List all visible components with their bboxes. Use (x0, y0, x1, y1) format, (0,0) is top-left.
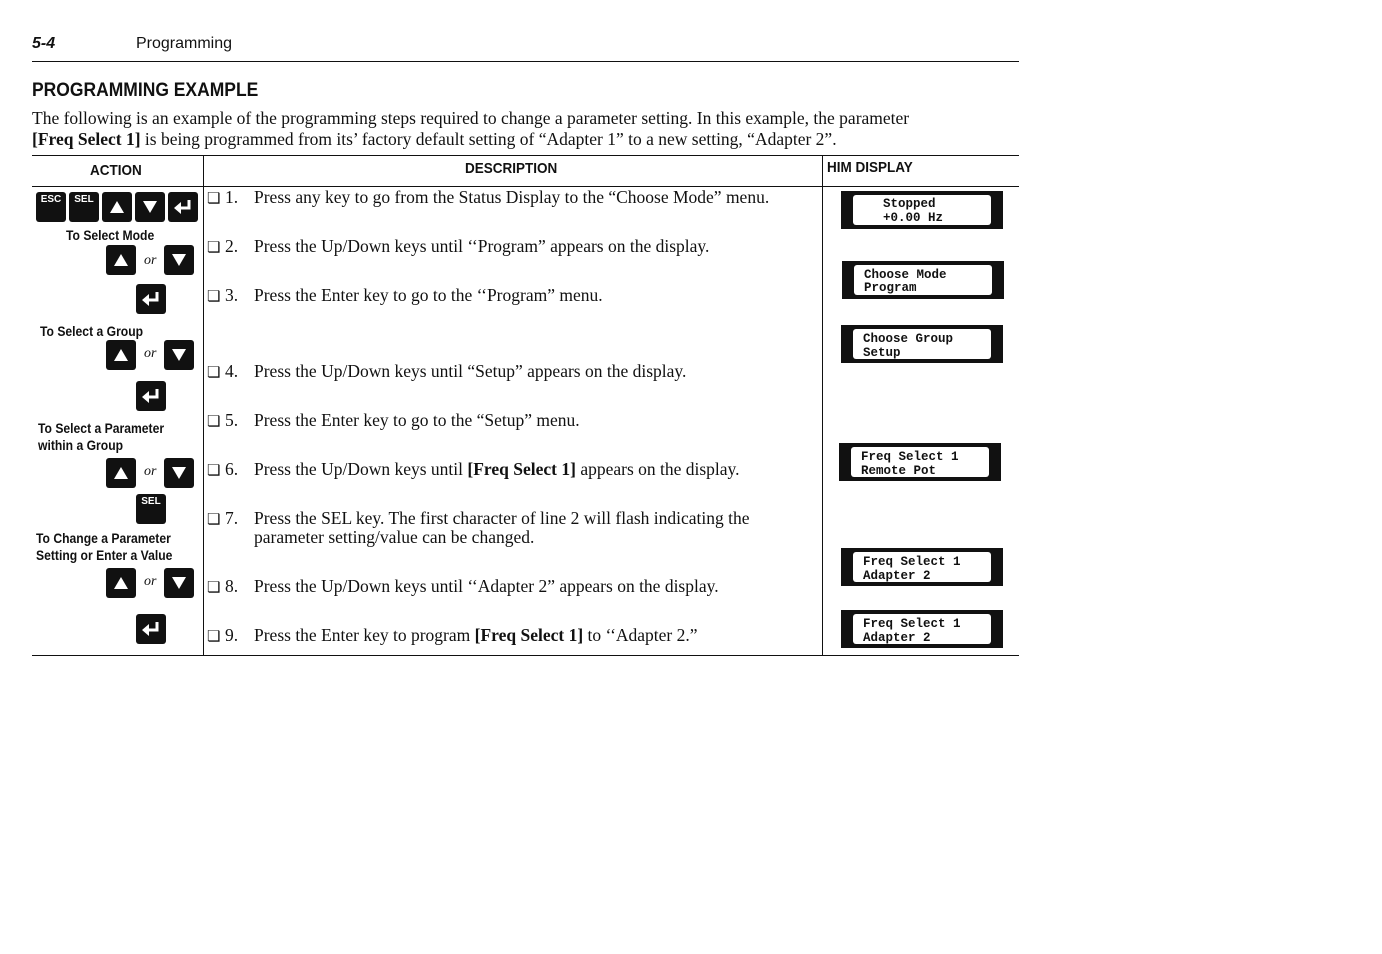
enter-key-icon (136, 284, 166, 314)
enter-key-icon (136, 614, 166, 644)
action-label-change-parameter: To Change a Parameter Setting or Enter a Value (36, 531, 173, 563)
sel-key: SEL (69, 192, 99, 222)
action-label-select-mode: To Select Mode (66, 228, 155, 243)
down-arrow-key-icon (135, 192, 165, 222)
him-display: Freq Select 1 Adapter 2 (841, 610, 1003, 648)
step-3: ❏ 3. Press the Enter key to go to the ‘‘Program” menu. (207, 285, 603, 305)
or-text: or (144, 346, 157, 361)
checkbox-icon: ❏ (207, 240, 221, 256)
him-display: Freq Select 1 Remote Pot (839, 443, 1001, 481)
section-title: Programming (136, 35, 233, 52)
down-arrow-key-icon (164, 568, 194, 598)
him-display: Freq Select 1 Adapter 2 (841, 548, 1003, 586)
table-top-rule (32, 155, 1019, 156)
or-text: or (144, 464, 157, 479)
step-2: ❏ 2. Press the Up/Down keys until ‘‘Program” appears on the display. (207, 236, 710, 256)
header-rule (32, 61, 1019, 62)
sel-key: SEL (136, 494, 166, 524)
up-arrow-key-icon (106, 458, 136, 488)
step-6: ❏ 6. Press the Up/Down keys until [Freq Select 1] appears on the display. (207, 459, 740, 479)
table-bottom-rule (32, 655, 1019, 656)
up-arrow-key-icon (106, 568, 136, 598)
up-arrow-key-icon (106, 245, 136, 275)
step-8: ❏ 8. Press the Up/Down keys until ‘‘Adapter 2” appears on the display. (207, 576, 719, 596)
checkbox-icon: ❏ (207, 414, 221, 430)
step-9: ❏ 9. Press the Enter key to program [Freq Select 1] to ‘‘Adapter 2.” (207, 625, 698, 645)
intro-line-2: is being programmed from its’ factory default setting of “Adapter 1” to a new setting, “Adapter 2”. (140, 129, 837, 149)
down-arrow-key-icon (164, 245, 194, 275)
param-name: [Freq Select 1] (474, 625, 584, 645)
checkbox-icon: ❏ (207, 191, 221, 207)
action-label-select-group: To Select a Group (40, 324, 144, 339)
intro-paragraph (32, 108, 992, 150)
enter-key-icon (168, 192, 198, 222)
or-text: or (144, 253, 157, 268)
page-title: PROGRAMMING EXAMPLE (32, 80, 259, 101)
step-4: ❏ 4. Press the Up/Down keys until “Setup” appears on the display. (207, 361, 687, 381)
esc-key: ESC (36, 192, 66, 222)
column-header-description: DESCRIPTION (465, 160, 558, 177)
column-divider-2 (822, 155, 823, 656)
intro-line-1: The following is an example of the programming steps required to change a parameter setting. In this example, the parameter (32, 108, 910, 128)
step-1: ❏ 1. Press any key to go from the Status Display to the “Choose Mode” menu. (207, 187, 770, 207)
intro-param-name: [Freq Select 1] (32, 129, 141, 149)
action-label-select-parameter: To Select a Parameter within a Group (38, 421, 165, 453)
him-display: Stopped +0.00 Hz (841, 191, 1003, 229)
down-arrow-key-icon (164, 458, 194, 488)
step-5: ❏ 5. Press the Enter key to go to the “Setup” menu. (207, 410, 580, 430)
checkbox-icon: ❏ (207, 289, 221, 305)
column-header-action: ACTION (90, 162, 142, 179)
checkbox-icon: ❏ (207, 512, 221, 528)
him-display: Choose Group Setup (841, 325, 1003, 363)
down-arrow-key-icon (164, 340, 194, 370)
enter-key-icon (136, 381, 166, 411)
up-arrow-key-icon (106, 340, 136, 370)
checkbox-icon: ❏ (207, 629, 221, 645)
up-arrow-key-icon (102, 192, 132, 222)
step-7: ❏ 7. Press the SEL key. The first character of line 2 will flash indicating the parameter setting/value can be changed. (207, 508, 750, 547)
him-display: Choose Mode Program (842, 261, 1004, 299)
or-text: or (144, 574, 157, 589)
column-header-display: HIM DISPLAY (827, 159, 913, 176)
checkbox-icon: ❏ (207, 463, 221, 479)
checkbox-icon: ❏ (207, 365, 221, 381)
checkbox-icon: ❏ (207, 580, 221, 596)
page-number: 5-4 (32, 35, 56, 52)
param-name: [Freq Select 1] (467, 459, 576, 479)
column-divider-1 (203, 155, 204, 656)
